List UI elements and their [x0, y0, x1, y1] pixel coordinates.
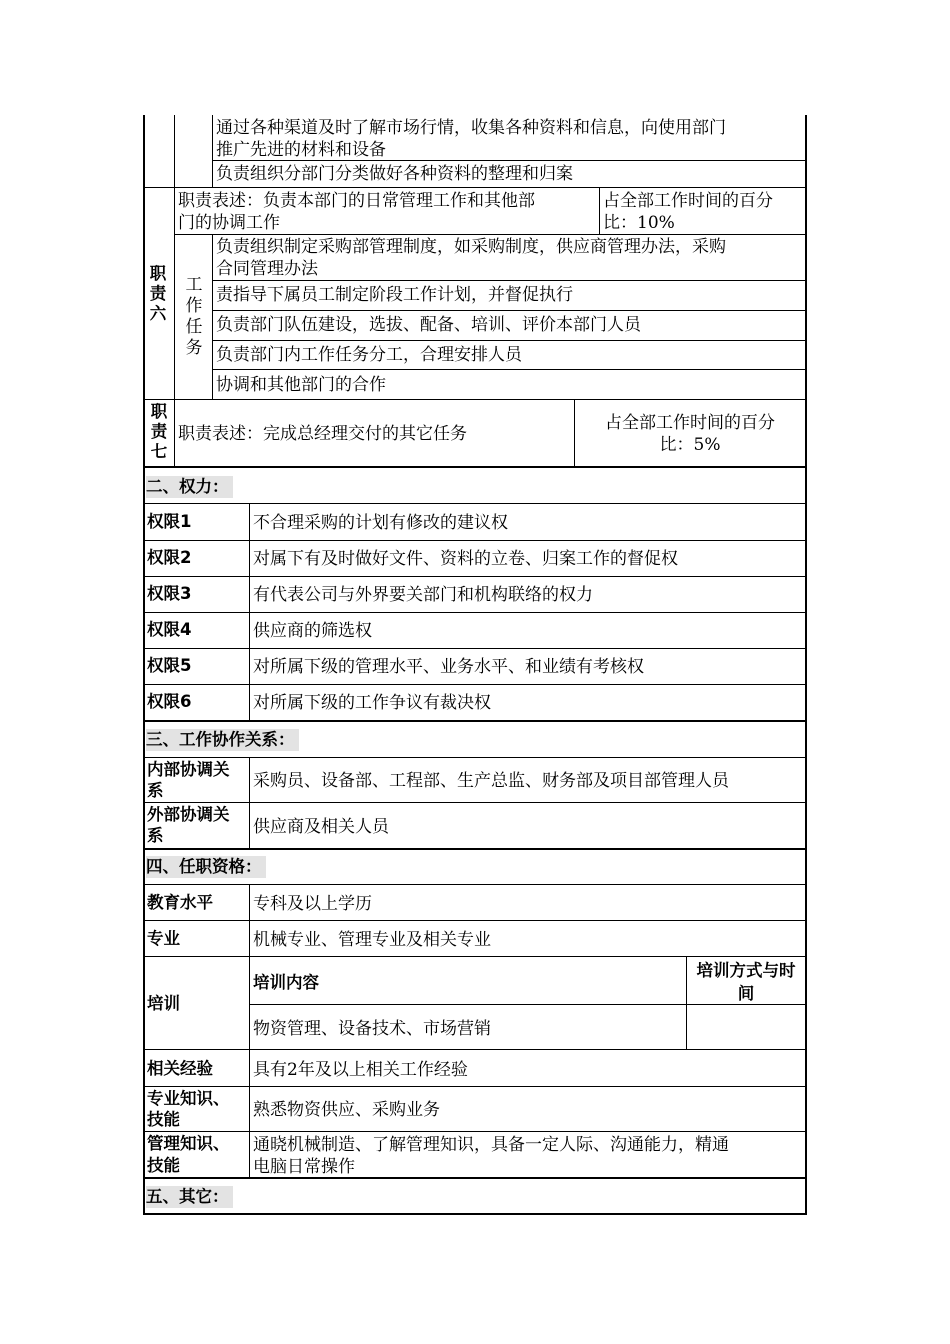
training-content-value: 物资管理、设备技术、市场营销 [253, 1019, 491, 1039]
row-line [143, 187, 806, 188]
table-border-left [143, 115, 145, 1215]
authority-label: 权限6 [147, 692, 192, 711]
external-relation-value: 供应商及相关人员 [253, 817, 389, 837]
authority-value: 对属下有及时做好文件、资料的立卷、归案工作的督促权 [253, 549, 678, 569]
section-line [143, 720, 807, 722]
row-line [143, 399, 806, 400]
task-text: 负责部门内工作任务分工，合理安排人员 [216, 345, 522, 365]
row-line [143, 956, 806, 957]
task-text: 负责组织分部门分类做好各种资料的整理和归案 [216, 164, 573, 184]
row-line [212, 280, 806, 281]
duty7-time-share: 比：5% [659, 435, 721, 455]
authority-label: 权限1 [147, 512, 192, 531]
authority-value: 供应商的筛选权 [253, 621, 372, 641]
mgmt-value: 通晓机械制造、了解管理知识，具备一定人际、沟通能力，精通 [253, 1135, 729, 1155]
authority-value: 对所属下级的工作争议有裁决权 [253, 693, 491, 713]
major-value: 机械专业、管理专业及相关专业 [253, 930, 491, 950]
label-col-divider-s2 [249, 503, 250, 721]
duty7-label [147, 402, 171, 462]
authority-value: 不合理采购的计划有修改的建议权 [253, 513, 508, 533]
task-label-text: 工作任务 [185, 275, 203, 358]
training-label: 培训 [147, 994, 180, 1013]
row-line [143, 884, 806, 885]
section-title-qualifications: 四、任职资格： [146, 856, 266, 878]
row-line [212, 340, 806, 341]
internal-relation-value: 采购员、设备部、工程部、生产总监、财务部及项目部管理人员 [253, 771, 729, 791]
experience-label: 相关经验 [147, 1059, 213, 1078]
duty6-statement: 职责表述：负责本部门的日常管理工作和其他部 [178, 191, 535, 211]
authority-label: 权限2 [147, 548, 192, 567]
row-line [143, 576, 806, 577]
mgmt-value: 电脑日常操作 [253, 1157, 355, 1177]
authority-label: 权限3 [147, 584, 192, 603]
duty7-statement: 职责表述：完成总经理交付的其它任务 [178, 424, 467, 444]
authority-value: 有代表公司与外界要关部门和机构联络的权力 [253, 585, 593, 605]
authority-label: 权限4 [147, 620, 192, 639]
row-line [143, 540, 806, 541]
external-relation-label: 外部协调关 [147, 805, 230, 824]
task-col-divider-duty6 [212, 234, 213, 399]
duty6-time-share: 占全部工作时间的百分 [603, 191, 773, 211]
table-border-bottom [143, 1213, 807, 1215]
task-text: 通过各种渠道及时了解市场行情，收集各种资料和信息，向使用部门 [216, 118, 726, 138]
task-text: 负责部门队伍建设，选拔、配备、培训、评价本部门人员 [216, 315, 641, 335]
internal-relation-label: 系 [147, 781, 164, 800]
row-line [143, 1131, 806, 1132]
internal-relation-label: 内部协调关 [147, 760, 230, 779]
row-line [143, 684, 806, 685]
duty6-statement: 门的协调工作 [178, 213, 280, 233]
skill-value: 熟悉物资供应、采购业务 [253, 1100, 440, 1120]
duty6-label-text: 职责六 [149, 264, 167, 323]
education-value: 专科及以上学历 [253, 894, 372, 914]
row-line [174, 234, 806, 235]
section-line [143, 848, 807, 850]
task-text: 合同管理办法 [216, 259, 318, 279]
duty7-label-text: 职责七 [150, 402, 168, 461]
row-line [143, 503, 806, 504]
mgmt-label: 管理知识、 [147, 1134, 230, 1153]
duty-label-divider [174, 115, 175, 467]
section-title-relations: 三、工作协作关系： [146, 729, 299, 751]
task-text: 负责组织制定采购部管理制度，如采购制度，供应商管理办法，采购 [216, 237, 726, 257]
education-label: 教育水平 [147, 893, 213, 912]
task-text: 协调和其他部门的合作 [216, 375, 386, 395]
external-relation-label: 系 [147, 826, 164, 845]
row-line [143, 920, 806, 921]
authority-value: 对所属下级的管理水平、业务水平、和业绩有考核权 [253, 657, 644, 677]
label-col-divider-s3 [249, 757, 250, 849]
task-label [183, 275, 205, 359]
row-line [143, 648, 806, 649]
task-col-divider-top [212, 115, 213, 187]
training-content-header: 培训内容 [253, 973, 319, 992]
time-col-divider-duty6 [599, 187, 600, 234]
section-line [143, 466, 807, 468]
row-line [212, 369, 806, 370]
section-line [143, 1177, 807, 1179]
duty6-time-share: 比：10% [603, 213, 675, 233]
authority-label: 权限5 [147, 656, 192, 675]
task-text: 推广先进的材料和设备 [216, 140, 386, 160]
row-line [143, 612, 806, 613]
training-method-header: 培训方式与时 [696, 961, 796, 980]
duty6-label [146, 264, 170, 324]
skill-label: 技能 [147, 1110, 180, 1129]
row-line [143, 802, 806, 803]
row-line [212, 310, 806, 311]
section-title-other: 五、其它： [146, 1186, 233, 1208]
training-method-header: 间 [737, 984, 755, 1003]
experience-value: 具有2年及以上相关工作经验 [253, 1060, 468, 1080]
mgmt-label: 技能 [147, 1156, 180, 1175]
duty7-time-share: 占全部工作时间的百分 [605, 413, 775, 433]
row-line [143, 1086, 806, 1087]
section-title-authority: 二、权力： [146, 476, 233, 498]
row-line [143, 1049, 806, 1050]
row-line [143, 757, 806, 758]
label-col-divider-s4 [249, 884, 250, 1178]
major-label: 专业 [147, 929, 180, 948]
skill-label: 专业知识、 [147, 1089, 230, 1108]
task-text: 责指导下属员工制定阶段工作计划，并督促执行 [216, 285, 573, 305]
